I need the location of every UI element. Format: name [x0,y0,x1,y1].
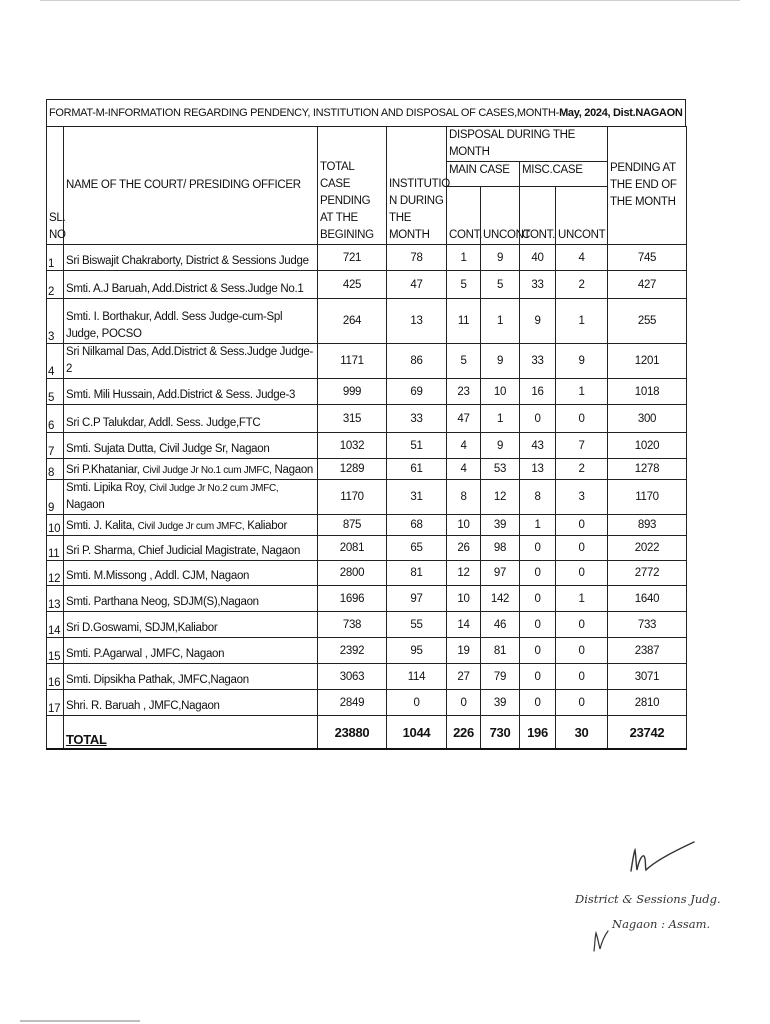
pending-beginning: 3063 [318,664,387,690]
institution-count: 61 [387,459,447,480]
main-uncont: 9 [481,245,520,271]
table-row [47,271,687,299]
header-total-pending: TOTAL CASE PENDING AT THE BEGINING [318,127,387,245]
main-uncont: 1 [481,299,520,344]
court-name: Sri P. Sharma, Chief Judicial Magistrate, Nagaon [66,545,301,557]
misc-uncont: 0 [556,664,608,690]
pending-beginning: 999 [318,379,387,405]
pending-end: 1020 [608,433,687,459]
main-cont: 23 [447,379,481,405]
court-name: Sri C.P Talukdar, Addl. Sess. Judge,FTC [66,417,261,429]
pending-end: 255 [608,299,687,344]
court-name: Smti. A.J Baruah, Add.District & Sess.Judge No.1 [66,283,304,295]
institution-count: 114 [387,664,447,690]
court-name: Sri Nilkamal Das, Add.District & Sess.Judge Judge-2 [66,346,314,375]
main-cont: 27 [447,664,481,690]
court-cell [64,245,318,271]
misc-cont: 0 [520,612,556,638]
header-sl-no: SL. NO [47,127,64,245]
court-name: Sri Biswajit Chakraborty, District & Sessions Judge [66,255,309,267]
main-cont: 14 [447,612,481,638]
total-row [47,716,687,750]
court-designation: Civil Judge Jr No.2 cum JMFC, [149,483,279,494]
sl-no: 7 [47,433,64,459]
misc-uncont: 3 [556,480,608,515]
court-cell [64,379,318,405]
court-designation: Civil Judge Jr No.1 cum JMFC, [142,465,272,476]
sl-no: 12 [47,561,64,586]
court-name: Smti. P.Agarwal , JMFC, Nagaon [66,648,225,660]
sl-no: 15 [47,638,64,664]
misc-cont: 1 [520,515,556,536]
misc-cont: 0 [520,664,556,690]
header-court-name: NAME OF THE COURT/ PRESIDING OFFICER [64,127,318,245]
court-cell [64,344,318,379]
table-row [47,664,687,690]
table-row [47,344,687,379]
sl-no: 2 [47,271,64,299]
court-cell [64,586,318,612]
misc-cont: 0 [520,561,556,586]
pending-end: 745 [608,245,687,271]
pending-beginning: 738 [318,612,387,638]
main-uncont: 5 [481,271,520,299]
institution-count: 33 [387,405,447,433]
pending-beginning: 1696 [318,586,387,612]
institution-count: 95 [387,638,447,664]
court-name: Sri P.Khataniar, [66,464,143,476]
main-cont: 19 [447,638,481,664]
table-row [47,690,687,716]
pending-end: 427 [608,271,687,299]
misc-uncont: 0 [556,561,608,586]
sl-no: 16 [47,664,64,690]
header-main-cont: CONT. [447,187,481,245]
table-row [47,459,687,480]
institution-count: 69 [387,379,447,405]
table-row [47,480,687,515]
court-cell [64,480,318,515]
misc-uncont: 4 [556,245,608,271]
pending-beginning: 2849 [318,690,387,716]
table-row [47,638,687,664]
pending-end: 1018 [608,379,687,405]
main-cont: 4 [447,433,481,459]
misc-uncont: 0 [556,536,608,561]
misc-uncont: 0 [556,638,608,664]
court-name: Smti. Lipika Roy, [66,482,150,494]
main-uncont: 81 [481,638,520,664]
pending-beginning: 264 [318,299,387,344]
total-main-uncont: 730 [481,716,520,750]
misc-cont: 33 [520,271,556,299]
pending-end: 1201 [608,344,687,379]
main-uncont: 98 [481,536,520,561]
table-row [47,433,687,459]
main-cont: 5 [447,271,481,299]
court-place: Kaliabor [244,520,288,532]
pending-beginning: 315 [318,405,387,433]
misc-cont: 13 [520,459,556,480]
total-pending: 23880 [318,716,387,750]
main-cont: 5 [447,344,481,379]
pending-end: 2387 [608,638,687,664]
misc-cont: 33 [520,344,556,379]
report-title [46,99,686,126]
institution-count: 97 [387,586,447,612]
misc-cont: 43 [520,433,556,459]
court-name: Smti. M.Missong , Addl. CJM, Nagaon [66,570,250,582]
court-place: Nagaon [66,499,105,511]
institution-count: 78 [387,245,447,271]
total-misc-cont: 196 [520,716,556,750]
misc-cont: 0 [520,638,556,664]
pending-end: 1640 [608,586,687,612]
pending-end: 3071 [608,664,687,690]
pending-end: 1170 [608,480,687,515]
pending-end: 893 [608,515,687,536]
table-row [47,405,687,433]
misc-cont: 40 [520,245,556,271]
sl-no: 14 [47,612,64,638]
main-uncont: 10 [481,379,520,405]
pending-beginning: 1171 [318,344,387,379]
pending-end: 1278 [608,459,687,480]
main-cont: 26 [447,536,481,561]
court-cell [64,433,318,459]
court-cell [64,405,318,433]
court-name: Smti. Mili Hussain, Add.District & Sess. Judge-3 [66,389,296,401]
misc-uncont: 1 [556,299,608,344]
total-main-cont: 226 [447,716,481,750]
institution-count: 47 [387,271,447,299]
sl-no: 1 [47,245,64,271]
court-name: Smti. Parthana Neog, SDJM(S),Nagaon [66,596,259,608]
header-pending-end: PENDING AT THE END OF THE MONTH [608,127,687,245]
misc-uncont: 0 [556,612,608,638]
pending-end: 2022 [608,536,687,561]
signatory-place: Nagaon : Assam. [612,917,711,931]
header-misc-case: MISC.CASE [520,162,608,187]
main-uncont: 46 [481,612,520,638]
table-row [47,299,687,344]
main-uncont: 79 [481,664,520,690]
main-uncont: 97 [481,561,520,586]
table-row [47,515,687,536]
main-cont: 12 [447,561,481,586]
pending-beginning: 721 [318,245,387,271]
court-name: Shri. R. Baruah , JMFC,Nagaon [66,700,220,712]
pending-end: 2772 [608,561,687,586]
institution-count: 65 [387,536,447,561]
sl-no: 6 [47,405,64,433]
court-name: Smti. Sujata Dutta, Civil Judge Sr, Nagaon [66,443,270,455]
pendency-table [46,126,687,750]
institution-count: 55 [387,612,447,638]
pending-beginning: 1170 [318,480,387,515]
main-cont: 8 [447,480,481,515]
pending-end: 300 [608,405,687,433]
main-uncont: 9 [481,344,520,379]
court-cell [64,690,318,716]
misc-cont: 0 [520,536,556,561]
pending-beginning: 1289 [318,459,387,480]
institution-count: 0 [387,690,447,716]
signature-mark [628,838,698,878]
misc-cont: 0 [520,405,556,433]
pending-end: 2810 [608,690,687,716]
main-cont: 10 [447,515,481,536]
main-cont: 47 [447,405,481,433]
pending-beginning: 2800 [318,561,387,586]
misc-cont: 0 [520,586,556,612]
main-cont: 0 [447,690,481,716]
misc-uncont: 2 [556,459,608,480]
pending-beginning: 425 [318,271,387,299]
court-name: Smti. I. Borthakur, Addl. Sess Judge-cum-Spl Judge, POCSO [66,311,283,340]
misc-uncont: 9 [556,344,608,379]
table-row [47,561,687,586]
table-row [47,379,687,405]
court-name: Smti. Dipsikha Pathak, JMFC,Nagaon [66,674,249,686]
table-row [47,536,687,561]
misc-uncont: 0 [556,515,608,536]
table-row [47,245,687,271]
misc-cont: 0 [520,690,556,716]
pending-beginning: 875 [318,515,387,536]
main-uncont: 142 [481,586,520,612]
sl-no: 4 [47,344,64,379]
page-edge-top [40,0,740,1]
court-cell [64,561,318,586]
sl-no: 3 [47,299,64,344]
main-uncont: 1 [481,405,520,433]
misc-uncont: 0 [556,405,608,433]
misc-uncont: 0 [556,690,608,716]
total-misc-uncont: 30 [556,716,608,750]
initial-mark [590,925,615,955]
court-cell [64,299,318,344]
misc-uncont: 2 [556,271,608,299]
misc-cont: 16 [520,379,556,405]
court-cell [64,515,318,536]
pending-beginning: 2081 [318,536,387,561]
court-name: Smti. J. Kalita, [66,520,138,532]
misc-uncont: 1 [556,379,608,405]
misc-cont: 9 [520,299,556,344]
title-month-district: May, 2024, Dist.NAGAON [559,107,683,119]
sl-no: 11 [47,536,64,561]
court-cell [64,271,318,299]
header-disposal: DISPOSAL DURING THE MONTH [447,127,608,162]
court-cell [64,612,318,638]
header-misc-uncont: UNCONT [556,187,608,245]
main-cont: 1 [447,245,481,271]
pending-beginning: 1032 [318,433,387,459]
pending-beginning: 2392 [318,638,387,664]
institution-count: 86 [387,344,447,379]
institution-count: 31 [387,480,447,515]
misc-uncont: 1 [556,586,608,612]
main-uncont: 12 [481,480,520,515]
header-main-case: MAIN CASE [447,162,520,187]
court-cell [64,638,318,664]
court-place: Nagaon [271,464,314,476]
total-pending-end: 23742 [608,716,687,750]
sl-no: 10 [47,515,64,536]
pending-end: 733 [608,612,687,638]
court-cell [64,459,318,480]
main-cont: 4 [447,459,481,480]
institution-count: 81 [387,561,447,586]
misc-uncont: 7 [556,433,608,459]
sl-no: 8 [47,459,64,480]
page-edge-bottom [20,1020,140,1022]
table-row [47,612,687,638]
header-institution: INSTITUTIO N DURING THE MONTH [387,127,447,245]
total-sl [47,716,64,750]
main-uncont: 39 [481,690,520,716]
sl-no: 9 [47,480,64,515]
sl-no: 17 [47,690,64,716]
institution-count: 51 [387,433,447,459]
header-misc-cont: CONT. [520,187,556,245]
main-cont: 10 [447,586,481,612]
misc-cont: 8 [520,480,556,515]
court-name: Sri D.Goswami, SDJM,Kaliabor [66,622,218,634]
pendency-report [46,99,686,750]
total-institution: 1044 [387,716,447,750]
institution-count: 68 [387,515,447,536]
institution-count: 13 [387,299,447,344]
court-designation: Civil Judge Jr cum JMFC, [137,521,245,532]
main-cont: 11 [447,299,481,344]
total-label: TOTAL [64,716,318,750]
signatory-designation: District & Sessions Judg. [575,892,721,906]
main-uncont: 53 [481,459,520,480]
sl-no: 13 [47,586,64,612]
table-body [47,245,687,716]
main-uncont: 9 [481,433,520,459]
table-row [47,586,687,612]
header-main-uncont: UNCONT [481,187,520,245]
court-cell [64,664,318,690]
court-cell [64,536,318,561]
title-text: FORMAT-M-INFORMATION REGARDING PENDENCY, INSTITUTION AND DISPOSAL OF CASES,MONTH- [49,107,560,119]
sl-no: 5 [47,379,64,405]
main-uncont: 39 [481,515,520,536]
